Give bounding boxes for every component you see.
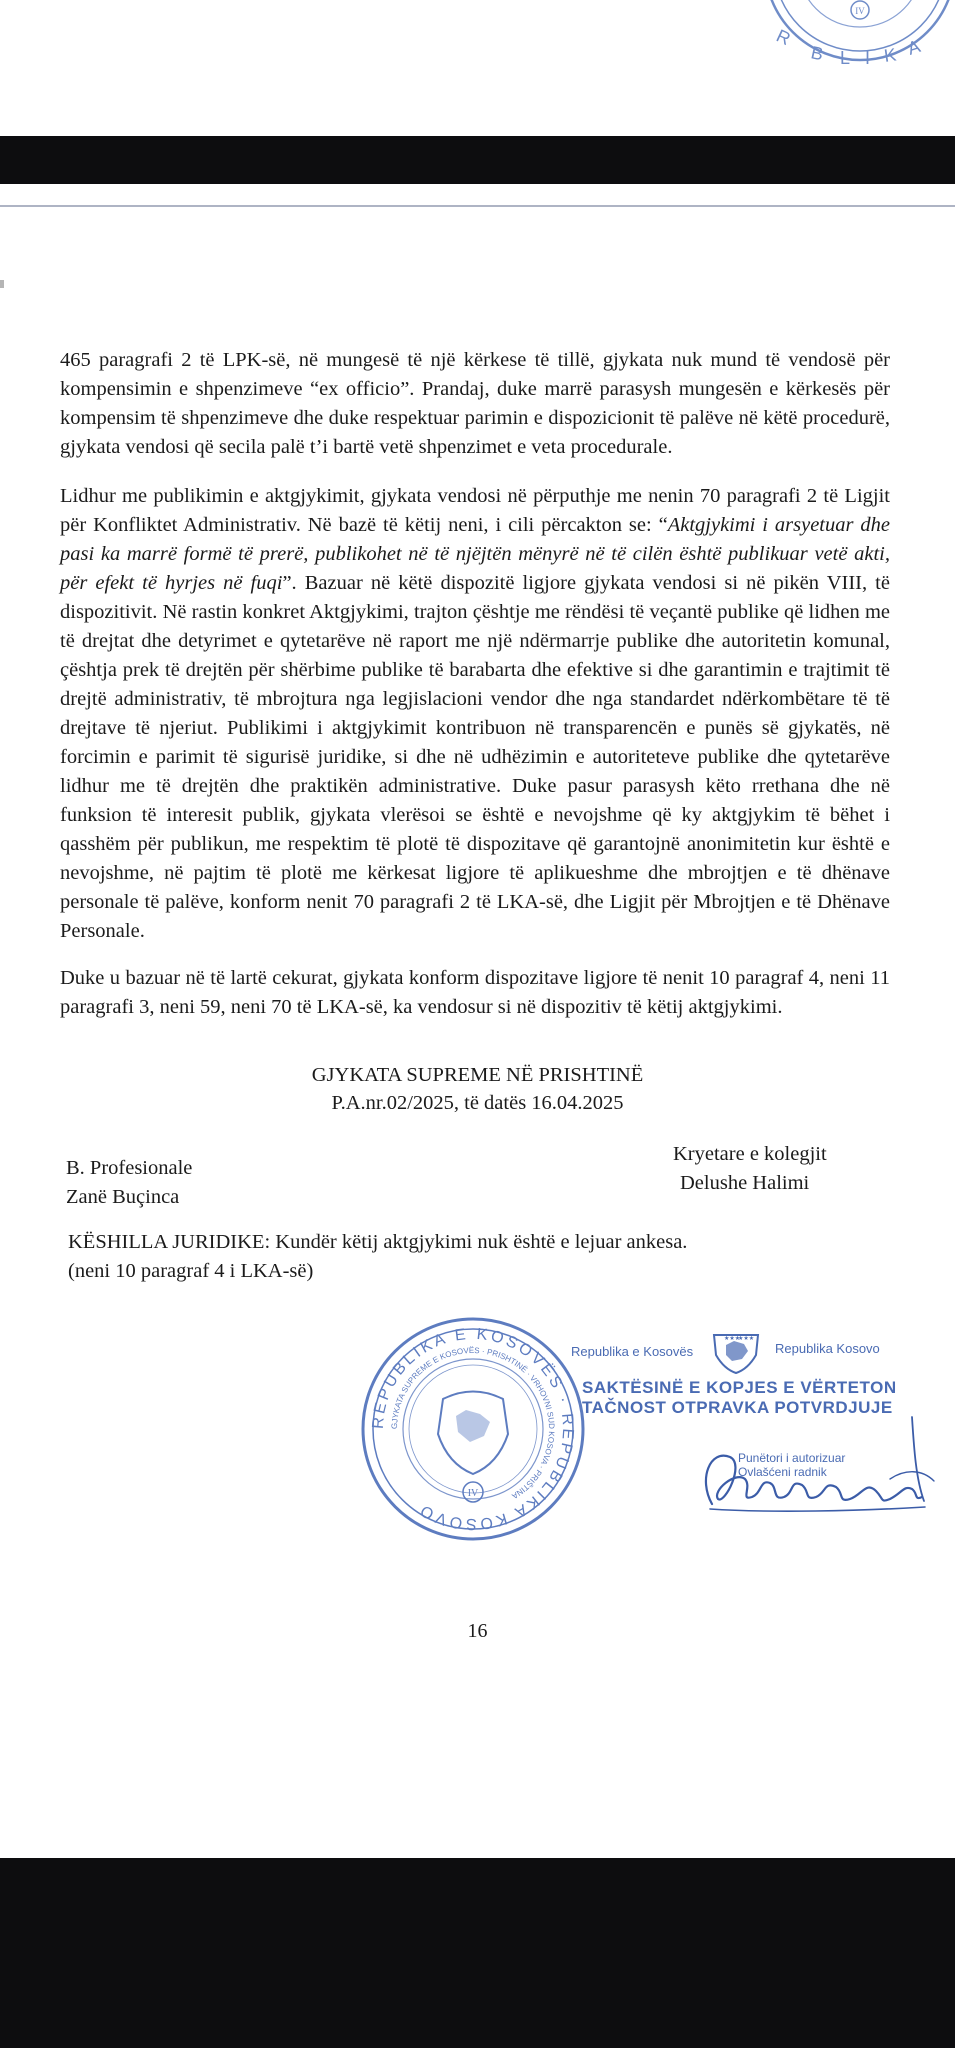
case-reference: P.A.nr.02/2025, të datës 16.04.2025 [331, 1092, 624, 1114]
court-seal-partial [750, 0, 955, 86]
svg-text:★★★: ★★★ [724, 1336, 741, 1342]
signature-left-name: Zanë Buçinca [66, 1186, 180, 1208]
paragraph-costs: 465 paragrafi 2 të LPK-së, në mungesë të një kërkese të tillë, gjykata nuk mund të vendosë për kompensimin e shpenzimeve “ex officio”. Prandaj, duke marrë parasysh mungesën e kërkesës për kompensim të shpenzimeve dhe duke respektuar parimin e dispozicionit të palëve në këtë procedurë, gjykata vendosi që secila palë t’i bartë vetë shpenzimet e veta procedurale. [60, 349, 890, 458]
stamp-label-right: Republika Kosovo [775, 1341, 880, 1356]
court-name: GJYKATA SUPREME NË PRISHTINË [311, 1064, 644, 1086]
stamp-line-certify-sr: TAČNOST OTPRAVKA POTVRDJUJE [582, 1398, 893, 1417]
previous-page-fragment [0, 0, 955, 136]
stamp-officer-label-sr: Ovlašćeni radnik [738, 1465, 827, 1479]
svg-text:I: I [865, 48, 871, 68]
svg-text:R: R [773, 25, 794, 50]
svg-text:★★★: ★★★ [738, 1336, 755, 1342]
kosovo-emblem-icon [708, 1329, 764, 1375]
legal-advice-reference: (neni 10 paragraf 4 i LKA-së) [68, 1260, 314, 1282]
court-seal [358, 1314, 588, 1544]
signature-left-role: B. Profesionale [66, 1157, 193, 1179]
handwritten-signature [690, 1409, 940, 1519]
svg-text:IV: IV [855, 6, 865, 16]
stamp-officer-label: Punëtori i autorizuar [738, 1451, 846, 1465]
paragraph-publication-body: ”. Bazuar në këtë dispozitë ligjore gjykata vendosi si në pikën VIII, të dispozitivit. Në rastin konkret Aktgjykimi, trajton çështje me rëndësi të veçantë publike që lidhen me të drejtat dhe detyrimet e qytetarëve në raport me një ndërmarrje publike dhe autoritetin komunal, çështja prek të drejtën për shërbime publike të barabarta dhe efektive si dhe garantimin e trajtimit të drejtë administrativ, të mbrojtura nga legjislacioni vendor dhe nga standardet ndërkombëtare të të drejtave të njeriut. Publikimi i aktgjykimit kontribuon në transparencën e punës së gjykatës, në forcimin e parimit të sigurisë juridike, si dhe në udhëzimin e autoriteteve publike dhe qytetarëve lidhur me të drejtën dhe praktikën administrative. Duke pasur parasysh këto rrethana dhe në funksion të interesit publik, gjykata vlerësoi se është e nevojshme që ky aktgjykim të bëhet i qasshëm për publikun, me respektim të plotë të dispozitave që garantojnë anonimitetin kur është e nevojshme, në pajtim të plotë me kërkesat ligjore të aplikueshme dhe mbrojtjen e të dhënave personale të palëve, konform nenit 70 paragrafi 2 të LKA-së, dhe Ligjit për Mbrojtjen e të Dhënave Personale. [60, 572, 890, 942]
seal-inner-text: GJYKATA SUPREME E KOSOVËS · PRISHTINË · VRHOVNI SUD KOSOVA · PRIŠTINA [389, 1345, 557, 1501]
svg-text:K: K [882, 44, 898, 66]
stamp-label-left: Republika e Kosovës [571, 1344, 694, 1359]
header-rule [0, 205, 955, 207]
svg-text:L: L [840, 48, 851, 68]
paragraph-conclusion: Duke u bazuar në të lartë cekurat, gjykata konform dispozitave ligjore të nenit 10 paragraf 4, neni 11 paragrafi 3, neni 59, neni 70 të LKA-së, ka vendosur si në dispozitiv të këtij aktgjykimi. [60, 967, 890, 1018]
signature-right-name: Delushe Halimi [680, 1172, 810, 1194]
quoted-provision: Aktgjykimi i arsyetuar dhe pasi ka marrë formë të prerë, publikohet në të njëjtën mënyrë në të cilën është publikuar vetë akti, për efekt të hyrjes në fuqi [60, 514, 890, 594]
paragraph-publication [60, 482, 890, 946]
stamp-line-certify: SAKTËSINË E KOPJES E VËRTETON [582, 1378, 897, 1397]
signature-right-role: Kryetare e kolegjit [673, 1143, 827, 1165]
top-dark-band [0, 136, 955, 184]
paragraph-publication-intro: Lidhur me publikimin e aktgjykimit, gjykata vendosi në përputhje me nenin 70 paragrafi 2 të Ligjit për Konfliktet Administrativ. Në bazë të këtij neni, i cili përcakton se: “ [60, 485, 890, 536]
legal-advice: KËSHILLA JURIDIKE: Kundër këtij aktgjykimi nuk është e lejuar ankesa. [68, 1231, 688, 1253]
seal-outer-text: REPUBLIKA E KOSOVËS · REPUBLIKA KOSOVO [369, 1325, 577, 1533]
bottom-dark-band [0, 1858, 955, 2048]
svg-text:A: A [905, 36, 923, 59]
page-number: 16 [467, 1620, 488, 1642]
seal-numeral: IV [467, 1488, 479, 1499]
margin-mark [0, 280, 4, 288]
svg-text:B: B [809, 42, 826, 65]
document-page [0, 184, 955, 1858]
